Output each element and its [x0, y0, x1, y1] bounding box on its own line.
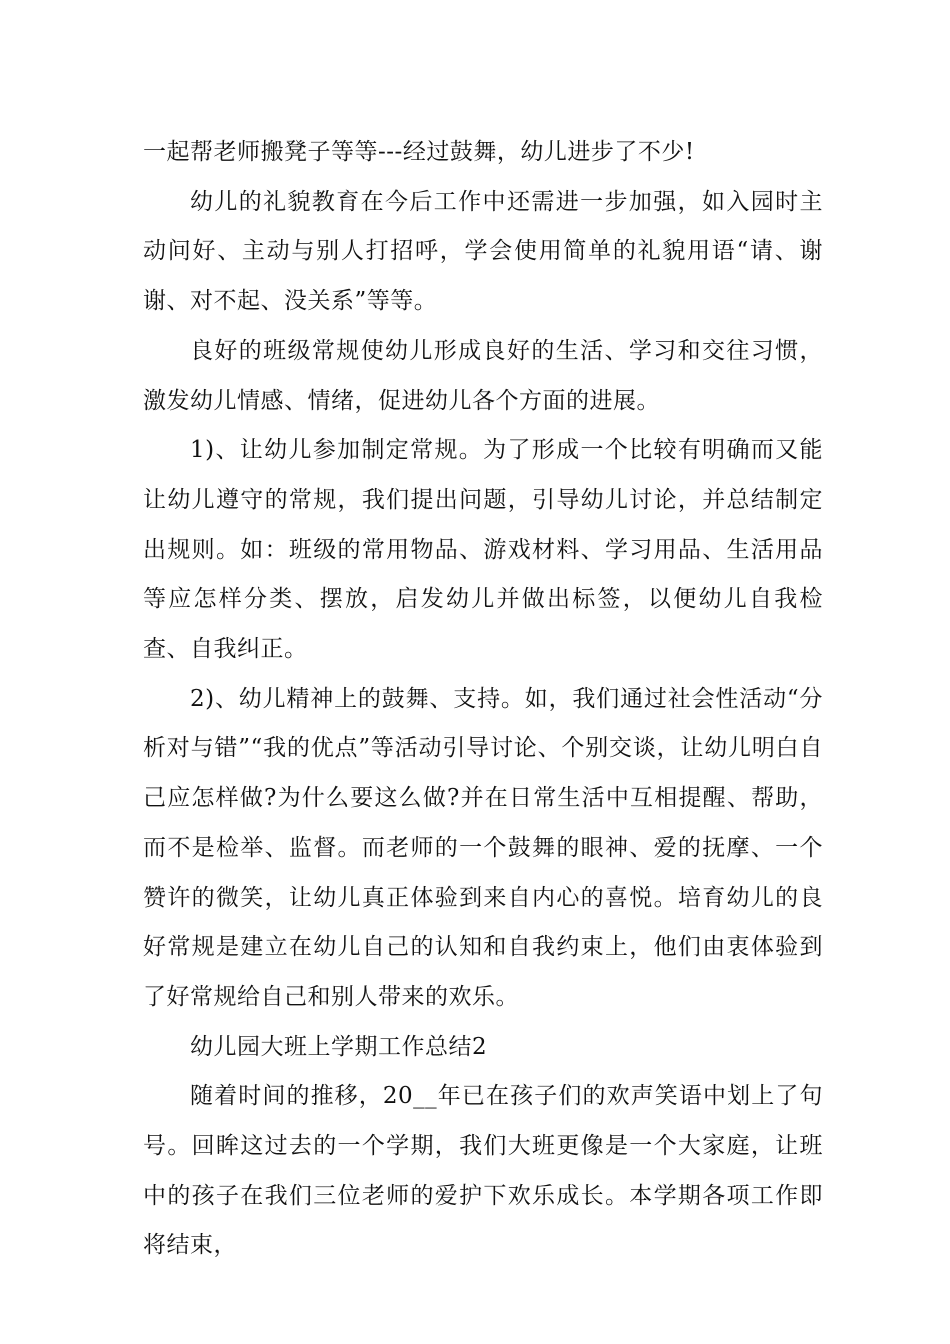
section-heading: 幼儿园大班上学期工作总结2	[190, 1033, 488, 1060]
paragraph-class-routine: 良好的班级常规使幼儿形成良好的生活、学习和交往习惯，激发幼儿情感、情绪，促进幼儿各个方面的进展。	[143, 337, 823, 414]
paragraph-summary-intro: 随着时间的推移，20__年已在孩子们的欢声笑语中划上了句号。回眸这过去的一个学期，我们大班更像是一个大家庭，让班中的孩子在我们三位老师的爱护下欢乐成长。本学期各项工作即将结束，	[143, 1083, 823, 1259]
paragraph-continuation: 一起帮老师搬凳子等等---经过鼓舞，幼儿进步了不少!	[143, 139, 695, 165]
paragraph-item-2: 2)、幼儿精神上的鼓舞、支持。如，我们通过社会性活动“分析对与错”“我的优点”等活动引导讨论、个别交谈，让幼儿明白自己应怎样做?为什么要这么做?并在日常生活中互相提醒、帮助，而不是检举、监督。而老师的一个鼓舞的眼神、爱的抚摩、一个赞许的微笑，让幼儿真正体验到来自内心的喜悦。培育幼儿的良好常规是建立在幼儿自己的认知和自我约束上，他们由衷体验到了好常规给自己和别人带来的欢乐。	[143, 685, 823, 1010]
paragraph-politeness: 幼儿的礼貌教育在今后工作中还需进一步加强，如入园时主动问好、主动与别人打招呼，学会使用简单的礼貌用语“请、谢谢、对不起、没关系”等等。	[143, 188, 823, 315]
paragraph-item-1: 1)、让幼儿参加制定常规。为了形成一个比较有明确而又能让幼儿遵守的常规，我们提出问题，引导幼儿讨论，并总结制定出规则。如：班级的常用物品、游戏材料、学习用品、生活用品等应怎样分类、摆放，启发幼儿并做出标签，以便幼儿自我检查、自我纠正。	[143, 437, 823, 663]
document-body	[143, 128, 823, 1271]
